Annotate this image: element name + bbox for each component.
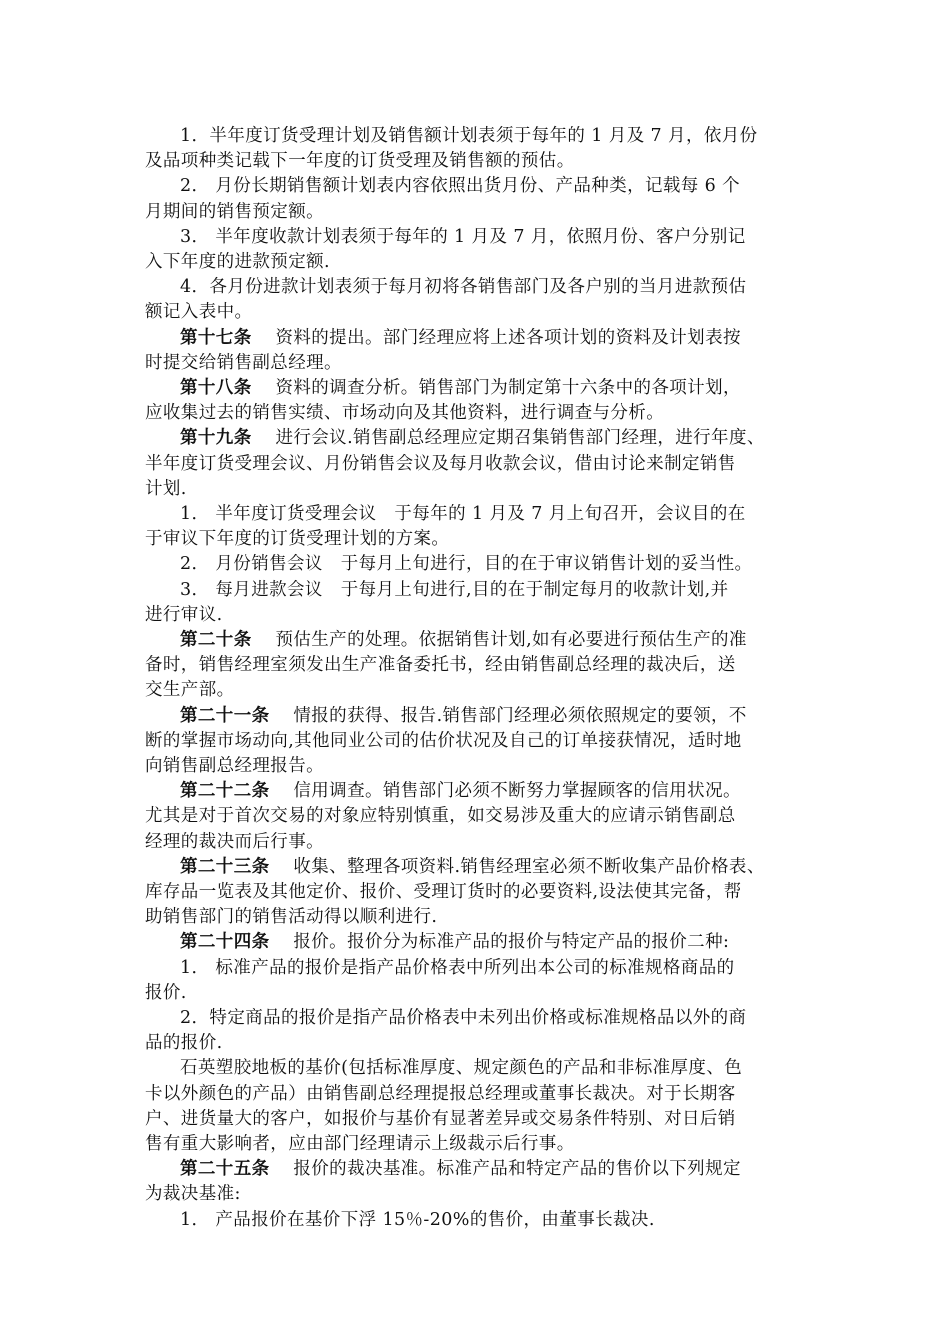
text-line (145, 678, 815, 703)
body-paragraph (145, 174, 815, 224)
text-line (145, 275, 815, 300)
text-line (145, 1157, 815, 1182)
text-line (145, 477, 815, 502)
line-text: 交生产部。 (145, 680, 235, 701)
body-paragraph (145, 1006, 815, 1056)
text-line (145, 1006, 815, 1031)
line-text: 进行会议.销售副总经理应定期召集销售部门经理，进行年度、 (275, 428, 765, 449)
body-paragraph (145, 225, 815, 275)
line-text: 情报的获得、报告.销售部门经理必须依照规定的要领，不 (293, 705, 747, 726)
article-heading: 第十八条 (180, 378, 252, 398)
article-heading: 第十七条 (180, 327, 252, 348)
article-paragraph (145, 1157, 815, 1207)
line-text: 石英塑胶地板的基价(包括标准厚度、规定颜色的产品和非标准厚度、色 (180, 1058, 743, 1079)
text-line (145, 326, 815, 351)
text-line (145, 1107, 815, 1132)
article-heading: 第二十四条 (180, 932, 270, 953)
line-text: 为裁决基准: (145, 1184, 241, 1205)
text-line (145, 855, 815, 880)
text-line (145, 200, 815, 225)
text-line (145, 578, 815, 603)
line-text: 报价的裁决基准。标准产品和特定产品的售价以下列规定 (293, 1159, 741, 1180)
line-text: 1． 产品报价在基价下浮 15％-20%的售价，由董事长裁决. (180, 1209, 655, 1230)
text-line (145, 351, 815, 376)
text-line (145, 1182, 815, 1207)
line-text: 3． 每月进款会议 于每月上旬进行,目的在于制定每月的收款计划,并 (180, 579, 729, 600)
text-line (145, 1208, 815, 1233)
line-text: 品的报价. (145, 1033, 223, 1054)
body-paragraph (145, 502, 815, 552)
article-paragraph (145, 855, 815, 931)
line-text: 断的掌握市场动向,其他同业公司的估价状况及自己的订单接获情况，适时地 (145, 730, 742, 751)
line-text: 2．特定商品的报价是指产品价格表中未列出价格或标准规格品以外的商 (180, 1008, 747, 1028)
text-line (145, 628, 815, 653)
article-paragraph (145, 930, 815, 955)
line-text: 2． 月份销售会议 于每月上旬进行，目的在于审议销售计划的妥当性。 (180, 554, 753, 575)
text-line (145, 956, 815, 981)
article-heading: 第二十条 (180, 630, 252, 650)
line-text: 时提交给销售副总经理。 (145, 352, 342, 373)
line-text: 向销售副总经理报告。 (145, 756, 324, 776)
text-line (145, 401, 815, 426)
line-text: 入下年度的进款预定额. (145, 252, 330, 272)
article-paragraph (145, 426, 815, 502)
article-paragraph (145, 376, 815, 426)
text-line (145, 149, 815, 174)
line-text: 卡以外颜色的产品）由销售副总经理提报总经理或董事长裁决。对于长期客 (145, 1083, 736, 1104)
text-line (145, 653, 815, 678)
text-line (145, 174, 815, 199)
text-line (145, 250, 815, 275)
line-text: 助销售部门的销售活动得以顺利进行. (145, 907, 438, 928)
body-paragraph (145, 124, 815, 174)
line-text: 报价。报价分为标准产品的报价与特定产品的报价二种: (293, 932, 730, 953)
line-text: 库存品一览表及其他定价、报价、受理订货时的必要资料,设法使其完备，帮 (145, 882, 742, 902)
text-line (145, 527, 815, 552)
text-line (145, 603, 815, 628)
line-text: 户、进货量大的客户，如报价与基价有显著差异或交易条件特别、对日后销 (145, 1108, 736, 1129)
article-heading: 第二十二条 (180, 781, 270, 802)
text-line (145, 754, 815, 779)
body-paragraph (145, 552, 815, 577)
text-line (145, 300, 815, 325)
text-line (145, 880, 815, 905)
line-text: 额记入表中。 (145, 302, 253, 323)
text-line (145, 930, 815, 955)
line-text: 经理的裁决而后行事。 (145, 831, 324, 852)
body-paragraph (145, 956, 815, 1006)
text-line (145, 1031, 815, 1056)
line-text: 收集、整理各项资料.销售经理室必须不断收集产品价格表、 (293, 856, 765, 877)
text-line (145, 729, 815, 754)
body-paragraph (145, 578, 815, 628)
line-text: 1． 标准产品的报价是指产品价格表中所列出本公司的标准规格商品的 (180, 957, 735, 978)
line-text: 售有重大影响者，应由部门经理请示上级裁示后行事。 (145, 1134, 575, 1154)
body-paragraph (145, 275, 815, 325)
text-line (145, 376, 815, 401)
article-paragraph (145, 704, 815, 780)
line-text: 应收集过去的销售实绩、市场动向及其他资料，进行调查与分析。 (145, 403, 665, 424)
text-line (145, 1056, 815, 1081)
text-line (145, 452, 815, 477)
line-text: 报价. (145, 982, 187, 1003)
line-text: 于审议下年度的订货受理计划的方案。 (145, 529, 450, 550)
line-text: 1． 半年度订货受理会议 于每年的 1 月及 7 月上旬召开，会议目的在 (180, 504, 746, 524)
text-line (145, 552, 815, 577)
line-text: 月期间的销售预定额。 (145, 201, 324, 222)
text-line (145, 124, 815, 149)
body-paragraph (145, 1208, 815, 1233)
text-line (145, 704, 815, 729)
line-text: 进行审议. (145, 604, 223, 625)
text-line (145, 905, 815, 930)
line-text: 及品项种类记载下一年度的订货受理及销售额的预估。 (145, 151, 575, 172)
article-paragraph (145, 326, 815, 376)
line-text: 1．半年度订货受理计划及销售额计划表须于每年的 1 月及 7 月，依月份 (180, 126, 758, 146)
line-text: 预估生产的处理。依据销售计划,如有必要进行预估生产的准 (275, 630, 747, 650)
line-text: 2． 月份长期销售额计划表内容依照出货月份、产品种类，记载每 6 个 (180, 176, 741, 197)
article-heading: 第二十五条 (180, 1159, 270, 1180)
text-line (145, 981, 815, 1006)
text-line (145, 1132, 815, 1157)
line-text: 资料的调查分析。销售部门为制定第十六条中的各项计划， (275, 378, 741, 398)
line-text: 尤其是对于首次交易的对象应特别慎重，如交易涉及重大的应请示销售副总 (145, 806, 736, 827)
article-paragraph (145, 628, 815, 704)
text-line (145, 779, 815, 804)
text-line (145, 502, 815, 527)
article-heading: 第十九条 (180, 428, 252, 449)
line-text: 半年度订货受理会议、月份销售会议及每月收款会议，借由讨论来制定销售 (145, 453, 736, 474)
text-line (145, 225, 815, 250)
article-heading: 第二十三条 (180, 856, 270, 877)
line-text: 备时，销售经理室须发出生产准备委托书，经由销售副总经理的裁决后，送 (145, 655, 736, 676)
text-line (145, 1082, 815, 1107)
line-text: 信用调查。销售部门必须不断努力掌握顾客的信用状况。 (293, 781, 741, 802)
article-heading: 第二十一条 (180, 705, 270, 726)
body-paragraph (145, 1056, 815, 1157)
article-paragraph (145, 779, 815, 855)
text-line (145, 830, 815, 855)
line-text: 4．各月份进款计划表须于每月初将各销售部门及各户别的当月进款预估 (180, 277, 747, 298)
line-text: 计划. (145, 478, 187, 499)
text-line (145, 426, 815, 451)
line-text: 资料的提出。部门经理应将上述各项计划的资料及计划表按 (275, 327, 741, 348)
text-line (145, 804, 815, 829)
line-text: 3． 半年度收款计划表须于每年的 1 月及 7 月，依照月份、客户分别记 (180, 226, 746, 247)
